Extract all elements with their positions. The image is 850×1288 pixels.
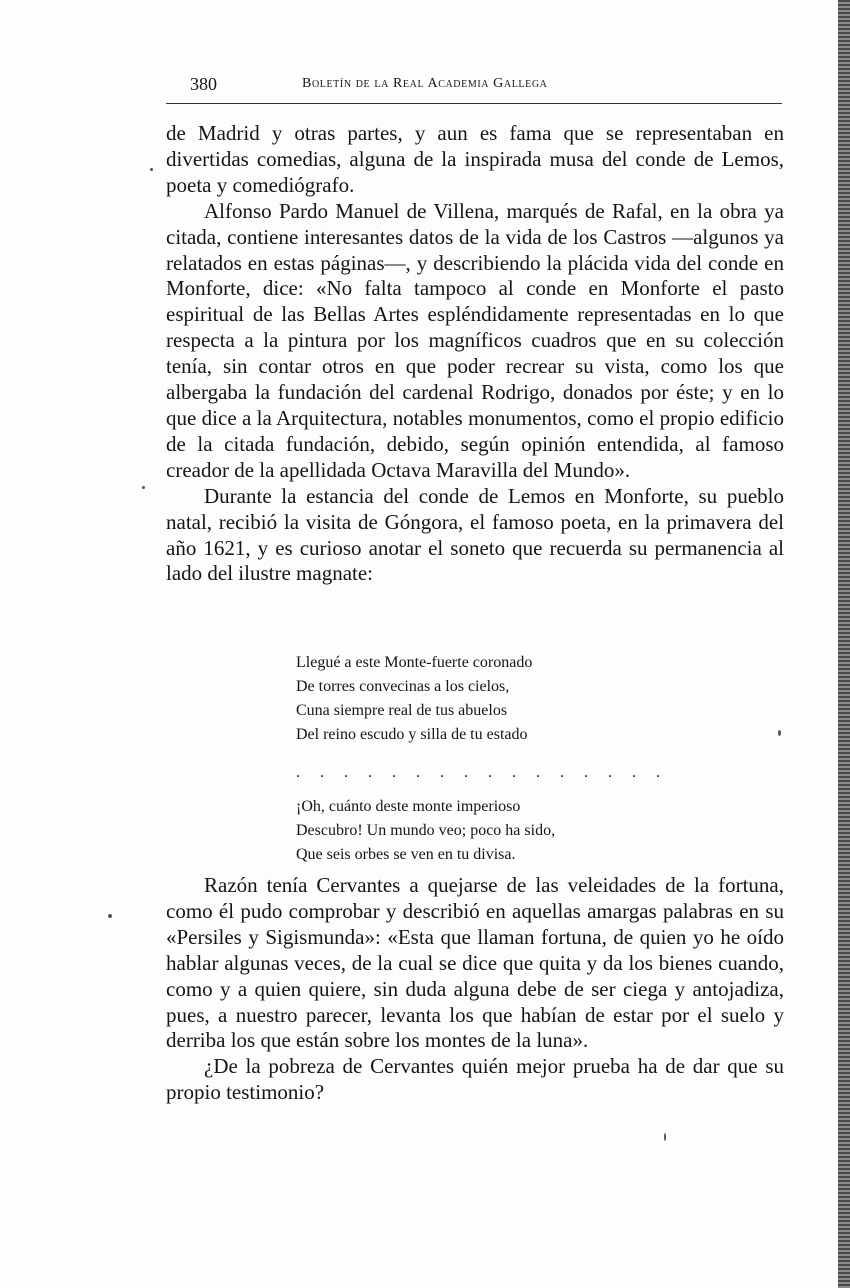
poem-line: Que seis orbes se ven en tu divisa. [296,846,516,863]
paragraph-cervantes-fortune: Razón tenía Cervantes a quejarse de las veleidades de la fortuna, como él pudo comprobar y describió en aquellas amargas palabras en su «Persiles y Sigismunda»: «Esta que llaman fortuna, de quien yo he oído hablar algunas veces, de la cual se dice que quita y da los bienes cuando, como y a quien quiere, sin duda alguna debe de ser ciega y antojadiza, pues, a nuestro parecer, levanta los que habían de estar por el suelo y derriba los que están sobre los montes de la luna». [166,873,784,1053]
body-text-after-poem [166,873,784,1106]
paragraph-pardo-villena: Alfonso Pardo Manuel de Villena, marqués de Rafal, en la obra ya citada, contiene interesantes datos de la vida de los Castros —algunos ya relatados en estas páginas—, y describiendo la plácida vida del conde en Monforte, dice: «No falta tampoco al conde en Monforte el pasto espiritual de las Bellas Artes espléndidamente representadas en lo que respecta a la pintura por los magníficos cuadros que en su colección tenía, sin contar otros en que poder recrear su vista, como los que albergaba la fundación del cardenal Rodrigo, donados por éste; y en lo que dice a la Arquitectura, notables monumentos, como el propio edificio de la citada fundación, debido, según opinión entendida, al famoso creador de la apellidada Octava Maravilla del Mundo». [166,198,784,482]
poem-line: Llegué a este Monte-fuerte coronado [296,654,533,671]
poem-line: Cuna siempre real de tus abuelos [296,702,508,719]
scan-speck [664,1133,666,1141]
poem-line: Descubro! Un mundo veo; poco ha sido, [296,822,556,839]
page-header [166,72,782,98]
scan-speck [150,168,153,171]
paragraph-gongora-visit: Durante la estancia del conde de Lemos en Monforte, su pueblo natal, recibió la visita de Góngora, el famoso poeta, en la primavera del año 1621, y es curioso anotar el soneto que recuerda su permanencia al lado del ilustre magnate: [166,483,784,586]
sonnet-excerpt [296,651,676,867]
running-title: Boletín de la Real Academia Gallega [302,76,548,91]
paragraph-cervantes-poverty: ¿De la pobreza de Cervantes quién mejor prueba ha de dar que su propio testimonio? [166,1054,784,1105]
header-rule [166,103,782,104]
poem-line: De torres convecinas a los cielos, [296,678,510,695]
scan-edge-strip [838,0,850,1288]
poem-ellipsis: . . . . . . . . . . . . . . . . [296,764,668,781]
poem-line: ¡Oh, cuánto deste monte imperioso [296,798,521,815]
body-text-before-poem [166,121,784,587]
page-number: 380 [190,74,217,94]
poem-line: Del reino escudo y silla de tu estado [296,726,528,743]
paragraph-continuation: de Madrid y otras partes, y aun es fama que se representaban en divertidas comedias, alguna de la inspirada musa del conde de Lemos, poeta y comediógrafo. [166,121,784,197]
scan-speck [108,914,112,918]
scan-speck [142,486,145,489]
scan-speck [778,730,781,736]
